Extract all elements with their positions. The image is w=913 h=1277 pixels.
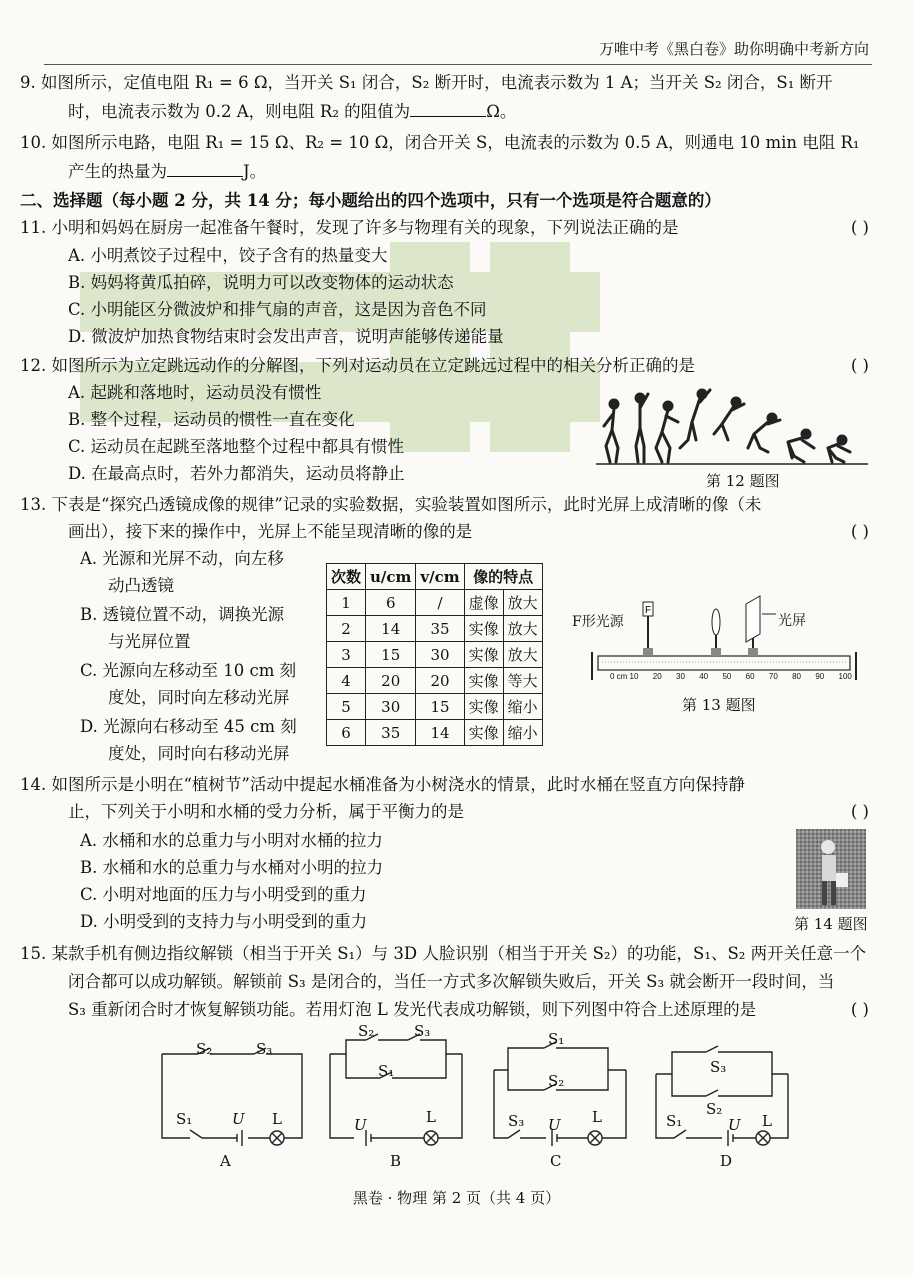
table-cell: 20 (366, 668, 416, 694)
scale-label: 100 (838, 672, 852, 681)
q14-option-d[interactable]: D. 小明受到的支持力与小明受到的重力 (80, 912, 368, 931)
circuit-c-l: L (592, 1108, 602, 1126)
page-header: 万唯中考《黑白卷》助你明确中考新方向 (598, 40, 869, 58)
q14-stem-line1: 14. 如图所示是小明在“植树节”活动中提起水桶准备为小树浇水的情景，此时水桶在竖直方向保持静 (20, 775, 745, 794)
circuit-a[interactable] (158, 1030, 306, 1150)
circuit-b-s3: S₃ (414, 1022, 431, 1040)
table-cell: 缩小 (503, 720, 542, 746)
q10-line1: 10. 如图所示电路，电阻 R₁ = 15 Ω、R₂ = 10 Ω，闭合开关 S，电流表的示数为 0.5 A，则通电 10 min 电阻 R₁ (20, 133, 860, 152)
table-cell: 30 (416, 642, 464, 668)
scale-label: 80 (792, 672, 801, 681)
circuit-c-s1: S₁ (548, 1030, 565, 1048)
q9-line2-text: 时，电流表示数为 0.2 A，则电阻 R₂ 的阻值为 (68, 102, 411, 121)
q14-option-a[interactable]: A. 水桶和水的总重力与小明对水桶的拉力 (80, 831, 383, 850)
q12-option-b[interactable]: B. 整个过程，运动员的惯性一直在变化 (68, 410, 355, 429)
circuit-b-l: L (426, 1108, 436, 1126)
table-cell: 缩小 (503, 694, 542, 720)
table-row (327, 590, 543, 616)
q11-stem: 11. 小明和妈妈在厨房一起准备午餐时，发现了许多与物理有关的现象，下列说法正确的是 (20, 218, 679, 237)
table-cell: 实像 (464, 642, 503, 668)
header-rule (44, 64, 872, 65)
light-source-label: F形光源 (572, 614, 624, 630)
table-cell: 放大 (503, 616, 542, 642)
q12-option-d[interactable]: D. 在最高点时，若外力都消失，运动员将静止 (68, 464, 405, 483)
table-cell: 20 (416, 668, 464, 694)
circuit-a-s3: S₃ (256, 1040, 273, 1058)
table-cell: 15 (366, 642, 416, 668)
q12-option-a[interactable]: A. 起跳和落地时，运动员没有惯性 (68, 383, 322, 402)
page-footer: 黑卷 · 物理 第 2 页（共 4 页） (352, 1189, 561, 1207)
circuit-c-u: U (548, 1116, 561, 1134)
q13-option-c-line1[interactable]: C. 光源向左移动至 10 cm 刻 (80, 661, 297, 680)
q12-figure-caption: 第 12 题图 (706, 472, 780, 490)
q13-option-d-line1[interactable]: D. 光源向右移动至 45 cm 刻 (80, 717, 297, 736)
circuit-a-u: U (232, 1110, 245, 1128)
table-cell: 35 (366, 720, 416, 746)
q14-option-c[interactable]: C. 小明对地面的压力与小明受到的重力 (80, 885, 367, 904)
q13-option-a-line2: 动凸透镜 (108, 576, 174, 595)
q12-stem: 12. 如图所示为立定跳远动作的分解图，下列对运动员在立定跳远过程中的相关分析正确的是 (20, 356, 695, 375)
q11-option-c[interactable]: C. 小明能区分微波炉和排气扇的声音，这是因为音色不同 (68, 300, 487, 319)
q13-option-b-line2: 与光屏位置 (108, 632, 191, 651)
q11-option-a[interactable]: A. 小明煮饺子过程中，饺子含有的热量变大 (68, 246, 388, 265)
circuit-a-l: L (272, 1110, 282, 1128)
circuit-c-s3: S₃ (508, 1112, 525, 1130)
circuit-d-l: L (762, 1112, 772, 1130)
table-cell: 实像 (464, 668, 503, 694)
q10-answer-blank[interactable] (167, 160, 243, 177)
q13-option-d-line2: 度处，同时向右移动光屏 (108, 744, 290, 763)
bucket-photo (796, 829, 866, 909)
q13-answer-paren[interactable]: ( ) (850, 522, 869, 541)
table-cell: 4 (327, 668, 366, 694)
scale-label: 40 (699, 672, 709, 681)
section-2-title: 二、选择题（每小题 2 分，共 14 分；每小题给出的四个选项中，只有一个选项是符合题意的） (20, 191, 721, 210)
circuit-b-s1: S₁ (378, 1062, 395, 1080)
q15-answer-paren[interactable]: ( ) (850, 1000, 869, 1019)
circuit-b-s2: S₂ (358, 1022, 375, 1040)
q12-option-c[interactable]: C. 运动员在起跳至落地整个过程中都具有惯性 (68, 437, 405, 456)
table-header: 像的特点 (464, 564, 542, 590)
q15-line1: 15. 某款手机有侧边指纹解锁（相当于开关 S₁）与 3D 人脸识别（相当于开关 S₂）的功能，S₁、S₂ 两开关任意一个 (20, 944, 867, 963)
svg-text:F: F (645, 605, 652, 616)
table-cell: 3 (327, 642, 366, 668)
q10-unit: J。 (243, 162, 267, 181)
table-cell: 1 (327, 590, 366, 616)
table-cell: 30 (366, 694, 416, 720)
q12-answer-paren[interactable]: ( ) (850, 356, 869, 375)
scale-label: 20 (652, 672, 662, 681)
table-cell: 6 (366, 590, 416, 616)
q11-answer-paren[interactable]: ( ) (850, 218, 869, 237)
circuit-a-label[interactable]: A (220, 1152, 231, 1170)
q13-data-table (326, 563, 543, 746)
table-cell: 6 (327, 720, 366, 746)
circuit-a-s2: S₂ (196, 1040, 213, 1058)
q10-line2-text: 产生的热量为 (68, 162, 167, 181)
q13-option-c-line2: 度处，同时向左移动光屏 (108, 688, 290, 707)
circuit-d[interactable] (652, 1030, 792, 1150)
table-cell: 35 (416, 616, 464, 642)
q15-line2: 闭合都可以成功解锁。解锁前 S₃ 是闭合的，当任一方式多次解锁失败后，开关 S₃ 就会断开一段时间，当 (68, 972, 835, 991)
table-cell: 虚像 (464, 590, 503, 616)
q11-option-b[interactable]: B. 妈妈将黄瓜拍碎，说明力可以改变物体的运动状态 (68, 273, 454, 292)
q9-unit: Ω。 (486, 102, 517, 121)
table-cell: 14 (416, 720, 464, 746)
circuit-c-label[interactable]: C (550, 1152, 562, 1170)
scale-label: 70 (768, 672, 778, 681)
table-row (327, 616, 543, 642)
long-jump-figure (596, 382, 868, 468)
table-cell: 实像 (464, 694, 503, 720)
table-row (327, 694, 543, 720)
bench-scale (610, 672, 852, 681)
table-header: 次数 (327, 564, 366, 590)
circuit-d-s3: S₃ (710, 1058, 727, 1076)
table-cell: 14 (366, 616, 416, 642)
scale-label: 0 cm 10 (610, 672, 639, 681)
q9-answer-blank[interactable] (410, 100, 486, 117)
table-cell: 等大 (503, 668, 542, 694)
q13-option-a-line1[interactable]: A. 光源和光屏不动，向左移 (80, 549, 284, 568)
circuit-d-u: U (728, 1116, 741, 1134)
table-header: v/cm (416, 564, 464, 590)
q11-option-d[interactable]: D. 微波炉加热食物结束时会发出声音，说明声能够传递能量 (68, 327, 504, 346)
q13-stem-line2: 画出），接下来的操作中，光屏上不能呈现清晰的像的是 (68, 522, 473, 541)
q13-option-b-line1[interactable]: B. 透镜位置不动，调换光源 (80, 605, 285, 624)
scale-label: 50 (722, 672, 732, 681)
scale-label: 60 (745, 672, 755, 681)
q9-line2 (68, 100, 516, 123)
circuit-b[interactable] (326, 1030, 466, 1150)
table-row (327, 720, 543, 746)
q14-answer-paren[interactable]: ( ) (850, 802, 869, 821)
table-header: u/cm (366, 564, 416, 590)
table-row (327, 668, 543, 694)
circuit-b-u: U (354, 1116, 367, 1134)
scale-label: 30 (676, 672, 685, 681)
table-cell: 实像 (464, 720, 503, 746)
q9-line1: 9. 如图所示，定值电阻 R₁ = 6 Ω，当开关 S₁ 闭合，S₂ 断开时，电流表示数为 1 A；当开关 S₂ 闭合，S₁ 断开 (20, 73, 833, 92)
circuit-b-label[interactable]: B (390, 1152, 402, 1170)
table-row (327, 642, 543, 668)
table-cell: / (416, 590, 464, 616)
q14-stem-line2: 止，下列关于小明和水桶的受力分析，属于平衡力的是 (68, 802, 464, 821)
table-cell: 5 (327, 694, 366, 720)
circuit-d-label[interactable]: D (720, 1152, 733, 1170)
q14-figure-caption: 第 14 题图 (794, 915, 868, 933)
q14-option-b[interactable]: B. 水桶和水的总重力与水桶对小明的拉力 (80, 858, 384, 877)
circuit-c-s2: S₂ (548, 1072, 565, 1090)
q13-stem-line1: 13. 下表是“探究凸透镜成像的规律”记录的实验数据，实验装置如图所示，此时光屏上成清晰的像（未 (20, 495, 762, 514)
q10-line2 (68, 160, 266, 183)
table-cell: 放大 (503, 642, 542, 668)
circuit-d-s2: S₂ (706, 1100, 723, 1118)
screen-label: 光屏 (778, 613, 806, 629)
table-cell: 15 (416, 694, 464, 720)
q13-figure-caption: 第 13 题图 (682, 696, 756, 714)
table-cell: 实像 (464, 616, 503, 642)
circuit-a-s1: S₁ (176, 1110, 193, 1128)
table-header-row (327, 564, 543, 590)
table-cell: 2 (327, 616, 366, 642)
q15-line3: S₃ 重新闭合时才恢复解锁功能。若用灯泡 L 发光代表成功解锁，则下列图中符合上述原理的是 (68, 1000, 757, 1019)
table-cell: 放大 (503, 590, 542, 616)
scale-label: 90 (815, 672, 825, 681)
circuit-d-s1: S₁ (666, 1112, 683, 1130)
